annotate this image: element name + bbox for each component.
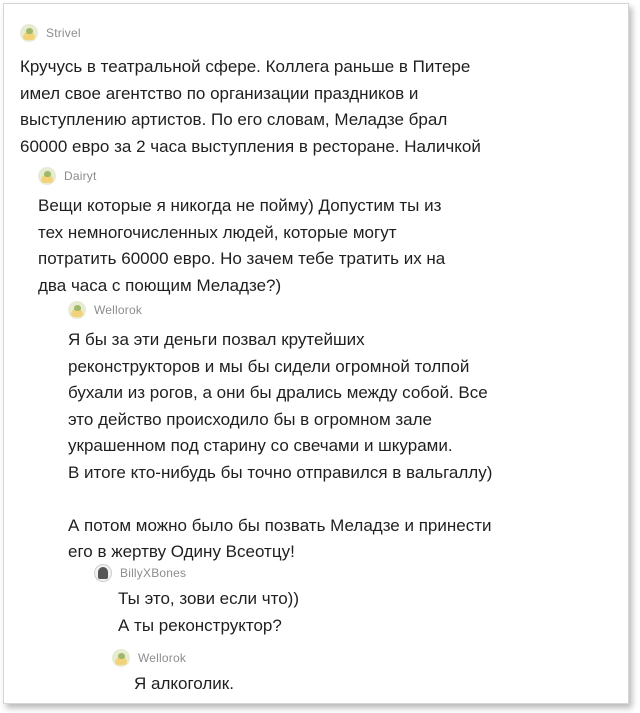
comment-header <box>38 165 445 187</box>
comment-text: Я бы за эти деньги позвал крутейших реконструкторов и мы бы сидели огромной толпой бухали из рогов, а они бы дрались между собой. Все это действо происходило бы в огромном зале украшенном под старину со свечами и шкурами. В итоге кто-нибудь бы точно отправился в вальгаллу) А потом можно было бы позвать Меладзе и принести его в жертву Одину Всеотцу! <box>68 330 493 561</box>
ghost-avatar-icon[interactable] <box>94 564 112 582</box>
comment-header <box>68 299 492 321</box>
comment-header <box>20 22 481 44</box>
pikabu-avatar-icon[interactable] <box>112 649 130 667</box>
comment-header <box>112 647 234 669</box>
author-name[interactable]: BillyXBones <box>120 566 187 580</box>
author-name[interactable]: Dairyt <box>64 169 97 183</box>
comment-text: Вещи которые я никогда не пойму) Допустим ты из тех немногочисленных людей, которые могут потратить 60000 евро. Но зачем тебе тратить их на два часа с поющим Меладзе?) <box>38 196 446 295</box>
comment-billyxbones <box>94 562 299 639</box>
pikabu-avatar-icon[interactable] <box>20 24 38 42</box>
comment-text: Ты это, зови если что)) А ты реконструктор? <box>118 589 300 635</box>
author-name[interactable]: Wellorok <box>138 651 187 665</box>
author-name[interactable]: Strivel <box>46 26 81 40</box>
comment-header <box>94 562 299 584</box>
pikabu-avatar-icon[interactable] <box>38 167 56 185</box>
comment-dairyt <box>38 165 445 299</box>
comment-text: Кручусь в театральной сфере. Коллега раньше в Питере имел свое агентство по организации праздников и выступлению артистов. По его словам, Меладзе брал 60000 евро за 2 часа выступления в ресторане. Наличкой <box>20 57 481 156</box>
comment-wellorok <box>68 299 492 566</box>
comment-wellorok-reply <box>112 647 234 698</box>
comment-thread <box>3 3 629 704</box>
comment-text: Я алкоголик. <box>134 674 234 693</box>
author-name[interactable]: Wellorok <box>94 303 143 317</box>
comment-strivel <box>20 22 481 160</box>
pikabu-avatar-icon[interactable] <box>68 301 86 319</box>
